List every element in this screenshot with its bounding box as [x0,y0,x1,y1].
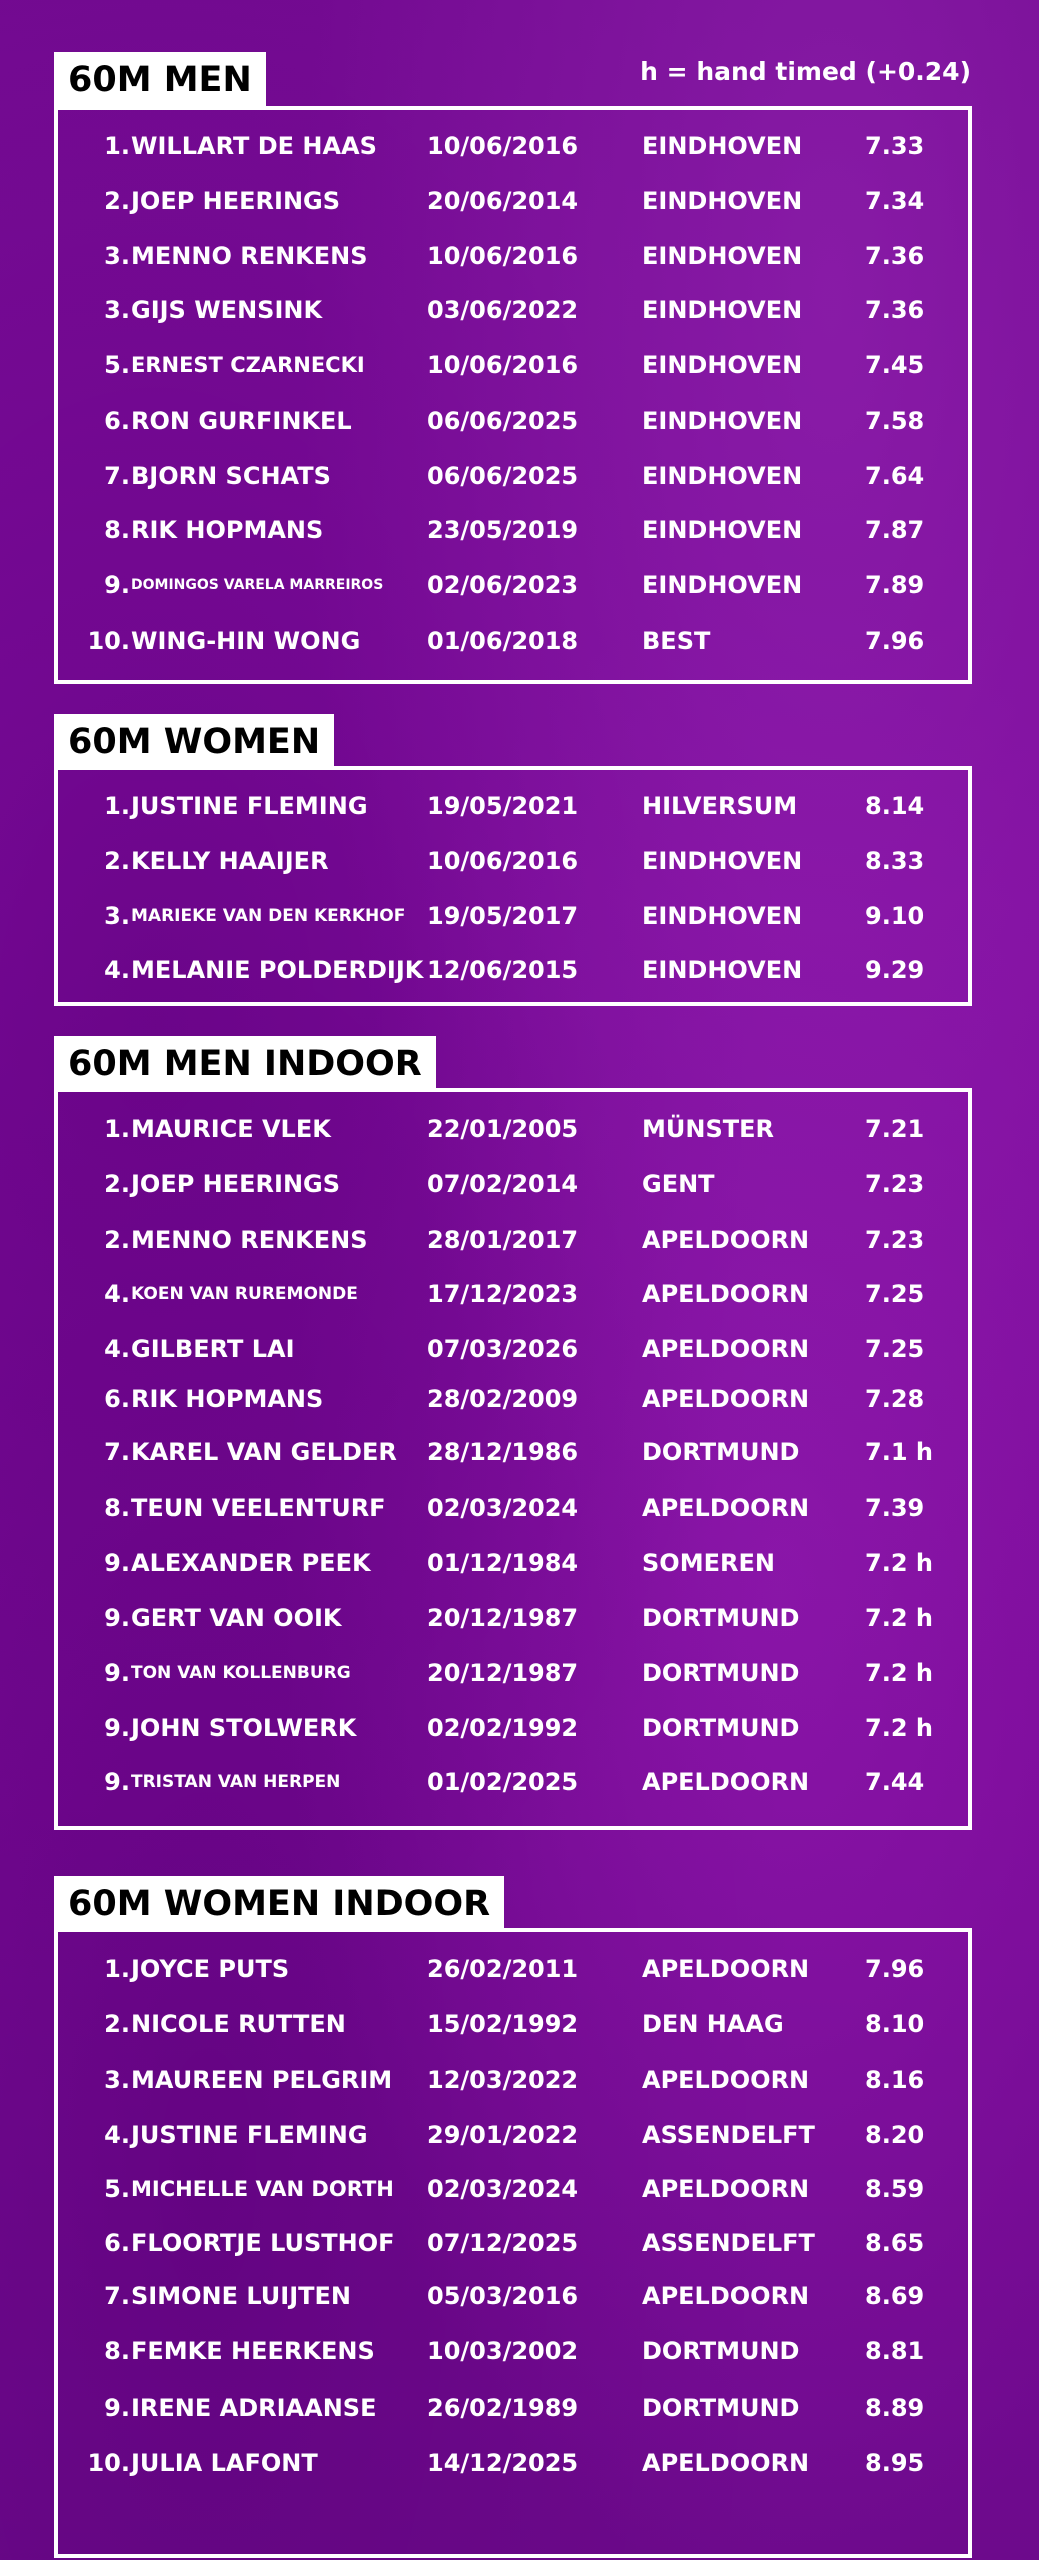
record-row [54,1225,972,1255]
rank: 6. [104,1385,130,1413]
athlete-name: RIK HOPMANS [131,1385,324,1413]
record-row [54,1713,972,1743]
athlete-name: WILLART DE HAAS [131,132,377,160]
record-row [54,1279,972,1309]
record-date: 02/03/2024 [427,2175,579,2203]
record-row [54,350,972,380]
record-row [54,1954,972,1984]
record-row [54,186,972,216]
record-row [54,2448,972,2478]
athlete-name: KELLY HAAIJER [131,847,329,875]
rank: 3. [104,296,130,324]
record-row [54,2393,972,2423]
rank: 9. [104,1604,130,1632]
record-date: 10/06/2016 [427,847,579,875]
record-date: 06/06/2025 [427,462,579,490]
record-row [54,1114,972,1144]
record-time: 7.2 h [865,1659,933,1687]
record-place: APELDOORN [642,1494,810,1522]
athlete-name: MAUREEN PELGRIM [131,2066,393,2094]
rank: 7. [104,1438,130,1466]
record-place: APELDOORN [642,1768,810,1796]
record-time: 7.87 [865,516,925,544]
record-place: EINDHOVEN [642,132,803,160]
record-place: EINDHOVEN [642,242,803,270]
record-row [54,1658,972,1688]
rank: 9. [104,2394,130,2422]
record-date: 02/02/1992 [427,1714,579,1742]
athlete-name: NICOLE RUTTEN [131,2010,346,2038]
record-date: 29/01/2022 [427,2121,579,2149]
record-row [54,846,972,876]
record-date: 28/01/2017 [427,1226,579,1254]
record-time: 7.33 [865,132,925,160]
record-place: DORTMUND [642,1659,800,1687]
record-date: 05/03/2016 [427,2282,579,2310]
record-date: 01/02/2025 [427,1768,579,1796]
rank: 2. [104,1170,130,1198]
athlete-name: WING-HIN WONG [131,627,361,655]
record-date: 01/12/1984 [427,1549,579,1577]
record-date: 07/12/2025 [427,2229,579,2257]
record-place: EINDHOVEN [642,351,803,379]
record-date: 07/03/2026 [427,1335,579,1363]
record-time: 7.23 [865,1170,925,1198]
record-place: ASSENDELFT [642,2121,815,2149]
record-time: 8.16 [865,2066,925,2094]
rank: 4. [104,1280,130,1308]
rank: 3. [104,902,130,930]
record-date: 02/03/2024 [427,1494,579,1522]
record-time: 7.2 h [865,1714,933,1742]
record-place: ASSENDELFT [642,2229,815,2257]
record-date: 20/12/1987 [427,1604,579,1632]
rank: 5. [104,351,130,379]
record-date: 26/02/2011 [427,1955,579,1983]
athlete-name: FEMKE HEERKENS [131,2337,375,2365]
record-row [54,515,972,545]
record-time: 9.10 [865,902,925,930]
record-time: 7.44 [865,1768,925,1796]
record-time: 7.39 [865,1494,925,1522]
section-title: 60M WOMEN INDOOR [54,1876,504,1930]
record-time: 7.96 [865,1955,925,1983]
athlete-name: MENNO RENKENS [131,242,368,270]
record-place: APELDOORN [642,2066,810,2094]
athlete-name: MENNO RENKENS [131,1226,368,1254]
record-place: EINDHOVEN [642,902,803,930]
record-place: APELDOORN [642,1335,810,1363]
rank: 1. [104,132,130,160]
record-time: 8.95 [865,2449,925,2477]
record-date: 20/06/2014 [427,187,579,215]
record-date: 06/06/2025 [427,407,579,435]
record-date: 02/06/2023 [427,571,579,599]
rank: 8. [104,1494,130,1522]
record-place: DORTMUND [642,2337,800,2365]
record-time: 7.23 [865,1226,925,1254]
record-time: 7.28 [865,1385,925,1413]
athlete-name: JUSTINE FLEMING [131,792,368,820]
rank: 9. [104,1549,130,1577]
record-time: 7.45 [865,351,925,379]
record-date: 15/02/1992 [427,2010,579,2038]
athlete-name: GERT VAN OOIK [131,1604,342,1632]
record-place: GENT [642,1170,715,1198]
record-place: APELDOORN [642,2175,810,2203]
record-row [54,1767,972,1797]
record-place: EINDHOVEN [642,407,803,435]
record-place: APELDOORN [642,2282,810,2310]
record-place: EINDHOVEN [642,296,803,324]
record-date: 10/06/2016 [427,242,579,270]
hand-timed-note: h = hand timed (+0.24) [640,57,971,86]
record-place: DORTMUND [642,1604,800,1632]
record-place: APELDOORN [642,1280,810,1308]
record-place: DORTMUND [642,1438,800,1466]
record-row [54,1548,972,1578]
record-row [54,2228,972,2258]
rank: 8. [104,2337,130,2365]
rank: 10. [87,2449,130,2477]
record-place: APELDOORN [642,1226,810,1254]
record-place: EINDHOVEN [642,847,803,875]
record-time: 8.65 [865,2229,925,2257]
athlete-name: JULIA LAFONT [131,2449,318,2477]
record-date: 07/02/2014 [427,1170,579,1198]
record-row [54,901,972,931]
record-row [54,1334,972,1364]
record-time: 7.96 [865,627,925,655]
rank: 6. [104,2229,130,2257]
record-time: 7.58 [865,407,925,435]
record-row [54,2065,972,2095]
record-place: MÜNSTER [642,1115,774,1143]
athlete-name: JOYCE PUTS [131,1955,290,1983]
record-time: 7.25 [865,1280,925,1308]
record-time: 8.69 [865,2282,925,2310]
rank: 1. [104,1955,130,1983]
record-time: 7.36 [865,242,925,270]
record-row [54,295,972,325]
record-date: 23/05/2019 [427,516,579,544]
record-time: 7.36 [865,296,925,324]
record-date: 01/06/2018 [427,627,579,655]
athlete-name: DOMINGOS VARELA MARREIROS [131,577,384,593]
athlete-name: ALEXANDER PEEK [131,1549,371,1577]
record-place: EINDHOVEN [642,571,803,599]
rank: 9. [104,1659,130,1687]
record-place: HILVERSUM [642,792,798,820]
record-row [54,1169,972,1199]
section-title: 60M WOMEN [54,714,334,768]
record-row [54,570,972,600]
record-row [54,2009,972,2039]
athlete-name: FLOORTJE LUSTHOF [131,2229,395,2257]
record-row [54,406,972,436]
rank: 9. [104,1714,130,1742]
athlete-name: GIJS WENSINK [131,296,323,324]
rank: 9. [104,1768,130,1796]
section-title: 60M MEN INDOOR [54,1036,436,1090]
record-time: 8.59 [865,2175,925,2203]
athlete-name: SIMONE LUIJTEN [131,2282,351,2310]
rank: 8. [104,516,130,544]
record-date: 20/12/1987 [427,1659,579,1687]
record-time: 8.33 [865,847,925,875]
record-time: 8.10 [865,2010,925,2038]
record-row [54,626,972,656]
record-date: 12/03/2022 [427,2066,579,2094]
record-time: 7.89 [865,571,925,599]
record-date: 19/05/2017 [427,902,579,930]
athlete-name: TRISTAN VAN HERPEN [131,1772,341,1792]
athlete-name: BJORN SCHATS [131,462,331,490]
record-time: 7.1 h [865,1438,933,1466]
rank: 7. [104,462,130,490]
athlete-name: MELANIE POLDERDIJK [131,956,424,984]
record-place: DEN HAAG [642,2010,784,2038]
record-place: EINDHOVEN [642,187,803,215]
record-date: 22/01/2005 [427,1115,579,1143]
athlete-name: MAURICE VLEK [131,1115,331,1143]
section-60m-women [54,714,972,1006]
record-time: 8.14 [865,792,925,820]
athlete-name: MICHELLE VAN DORTH [131,2177,394,2201]
rank: 2. [104,187,130,215]
rank: 9. [104,571,130,599]
section-title: 60M MEN [54,52,266,106]
record-row [54,1384,972,1414]
record-date: 28/12/1986 [427,1438,579,1466]
rank: 10. [87,627,130,655]
rank: 2. [104,847,130,875]
athlete-name: IRENE ADRIAANSE [131,2394,377,2422]
record-time: 7.64 [865,462,925,490]
record-time: 9.29 [865,956,925,984]
record-date: 10/06/2016 [427,132,579,160]
record-time: 7.2 h [865,1549,933,1577]
athlete-name: KAREL VAN GELDER [131,1438,397,1466]
record-place: APELDOORN [642,1385,810,1413]
rank: 5. [104,2175,130,2203]
record-place: APELDOORN [642,2449,810,2477]
record-date: 12/06/2015 [427,956,579,984]
record-time: 7.34 [865,187,925,215]
rank: 6. [104,407,130,435]
record-place: DORTMUND [642,1714,800,1742]
athlete-name: JOHN STOLWERK [131,1714,357,1742]
record-place: EINDHOVEN [642,956,803,984]
record-row [54,131,972,161]
record-row [54,955,972,985]
athlete-name: GILBERT LAI [131,1335,295,1363]
record-date: 10/06/2016 [427,351,579,379]
record-date: 19/05/2021 [427,792,579,820]
rank: 4. [104,2121,130,2149]
record-time: 8.81 [865,2337,925,2365]
record-time: 8.20 [865,2121,925,2149]
section-60m-women-indoor [54,1876,972,2558]
rank: 3. [104,2066,130,2094]
athlete-name: TON VAN KOLLENBURG [131,1663,351,1683]
rank: 4. [104,1335,130,1363]
rank: 7. [104,2282,130,2310]
record-date: 26/02/1989 [427,2394,579,2422]
record-row [54,1603,972,1633]
rank: 1. [104,792,130,820]
record-place: EINDHOVEN [642,462,803,490]
section-60m-men-indoor [54,1036,972,1830]
athlete-name: RON GURFINKEL [131,407,352,435]
record-place: SOMEREN [642,1549,775,1577]
athlete-name: RIK HOPMANS [131,516,324,544]
record-place: DORTMUND [642,2394,800,2422]
record-date: 14/12/2025 [427,2449,579,2477]
athlete-name: MARIEKE VAN DEN KERKHOF [131,906,406,926]
athlete-name: ERNEST CZARNECKI [131,353,365,377]
record-row [54,2336,972,2366]
rank: 1. [104,1115,130,1143]
record-time: 7.25 [865,1335,925,1363]
athlete-name: TEUN VEELENTURF [131,1494,386,1522]
record-row [54,1437,972,1467]
athlete-name: KOEN VAN RUREMONDE [131,1284,358,1304]
record-row [54,791,972,821]
record-place: EINDHOVEN [642,516,803,544]
section-60m-men [54,52,972,684]
record-row [54,2120,972,2150]
record-row [54,1493,972,1523]
athlete-name: JUSTINE FLEMING [131,2121,368,2149]
record-date: 10/03/2002 [427,2337,579,2365]
record-time: 8.89 [865,2394,925,2422]
record-date: 17/12/2023 [427,1280,579,1308]
record-row [54,461,972,491]
rank: 3. [104,242,130,270]
record-place: APELDOORN [642,1955,810,1983]
record-row [54,2174,972,2204]
athlete-name: JOEP HEERINGS [131,187,341,215]
rank: 4. [104,956,130,984]
record-row [54,241,972,271]
record-row [54,2281,972,2311]
record-place: BEST [642,627,711,655]
rank: 2. [104,2010,130,2038]
rank: 2. [104,1226,130,1254]
record-date: 03/06/2022 [427,296,579,324]
record-time: 7.21 [865,1115,925,1143]
record-date: 28/02/2009 [427,1385,579,1413]
athlete-name: JOEP HEERINGS [131,1170,341,1198]
record-time: 7.2 h [865,1604,933,1632]
